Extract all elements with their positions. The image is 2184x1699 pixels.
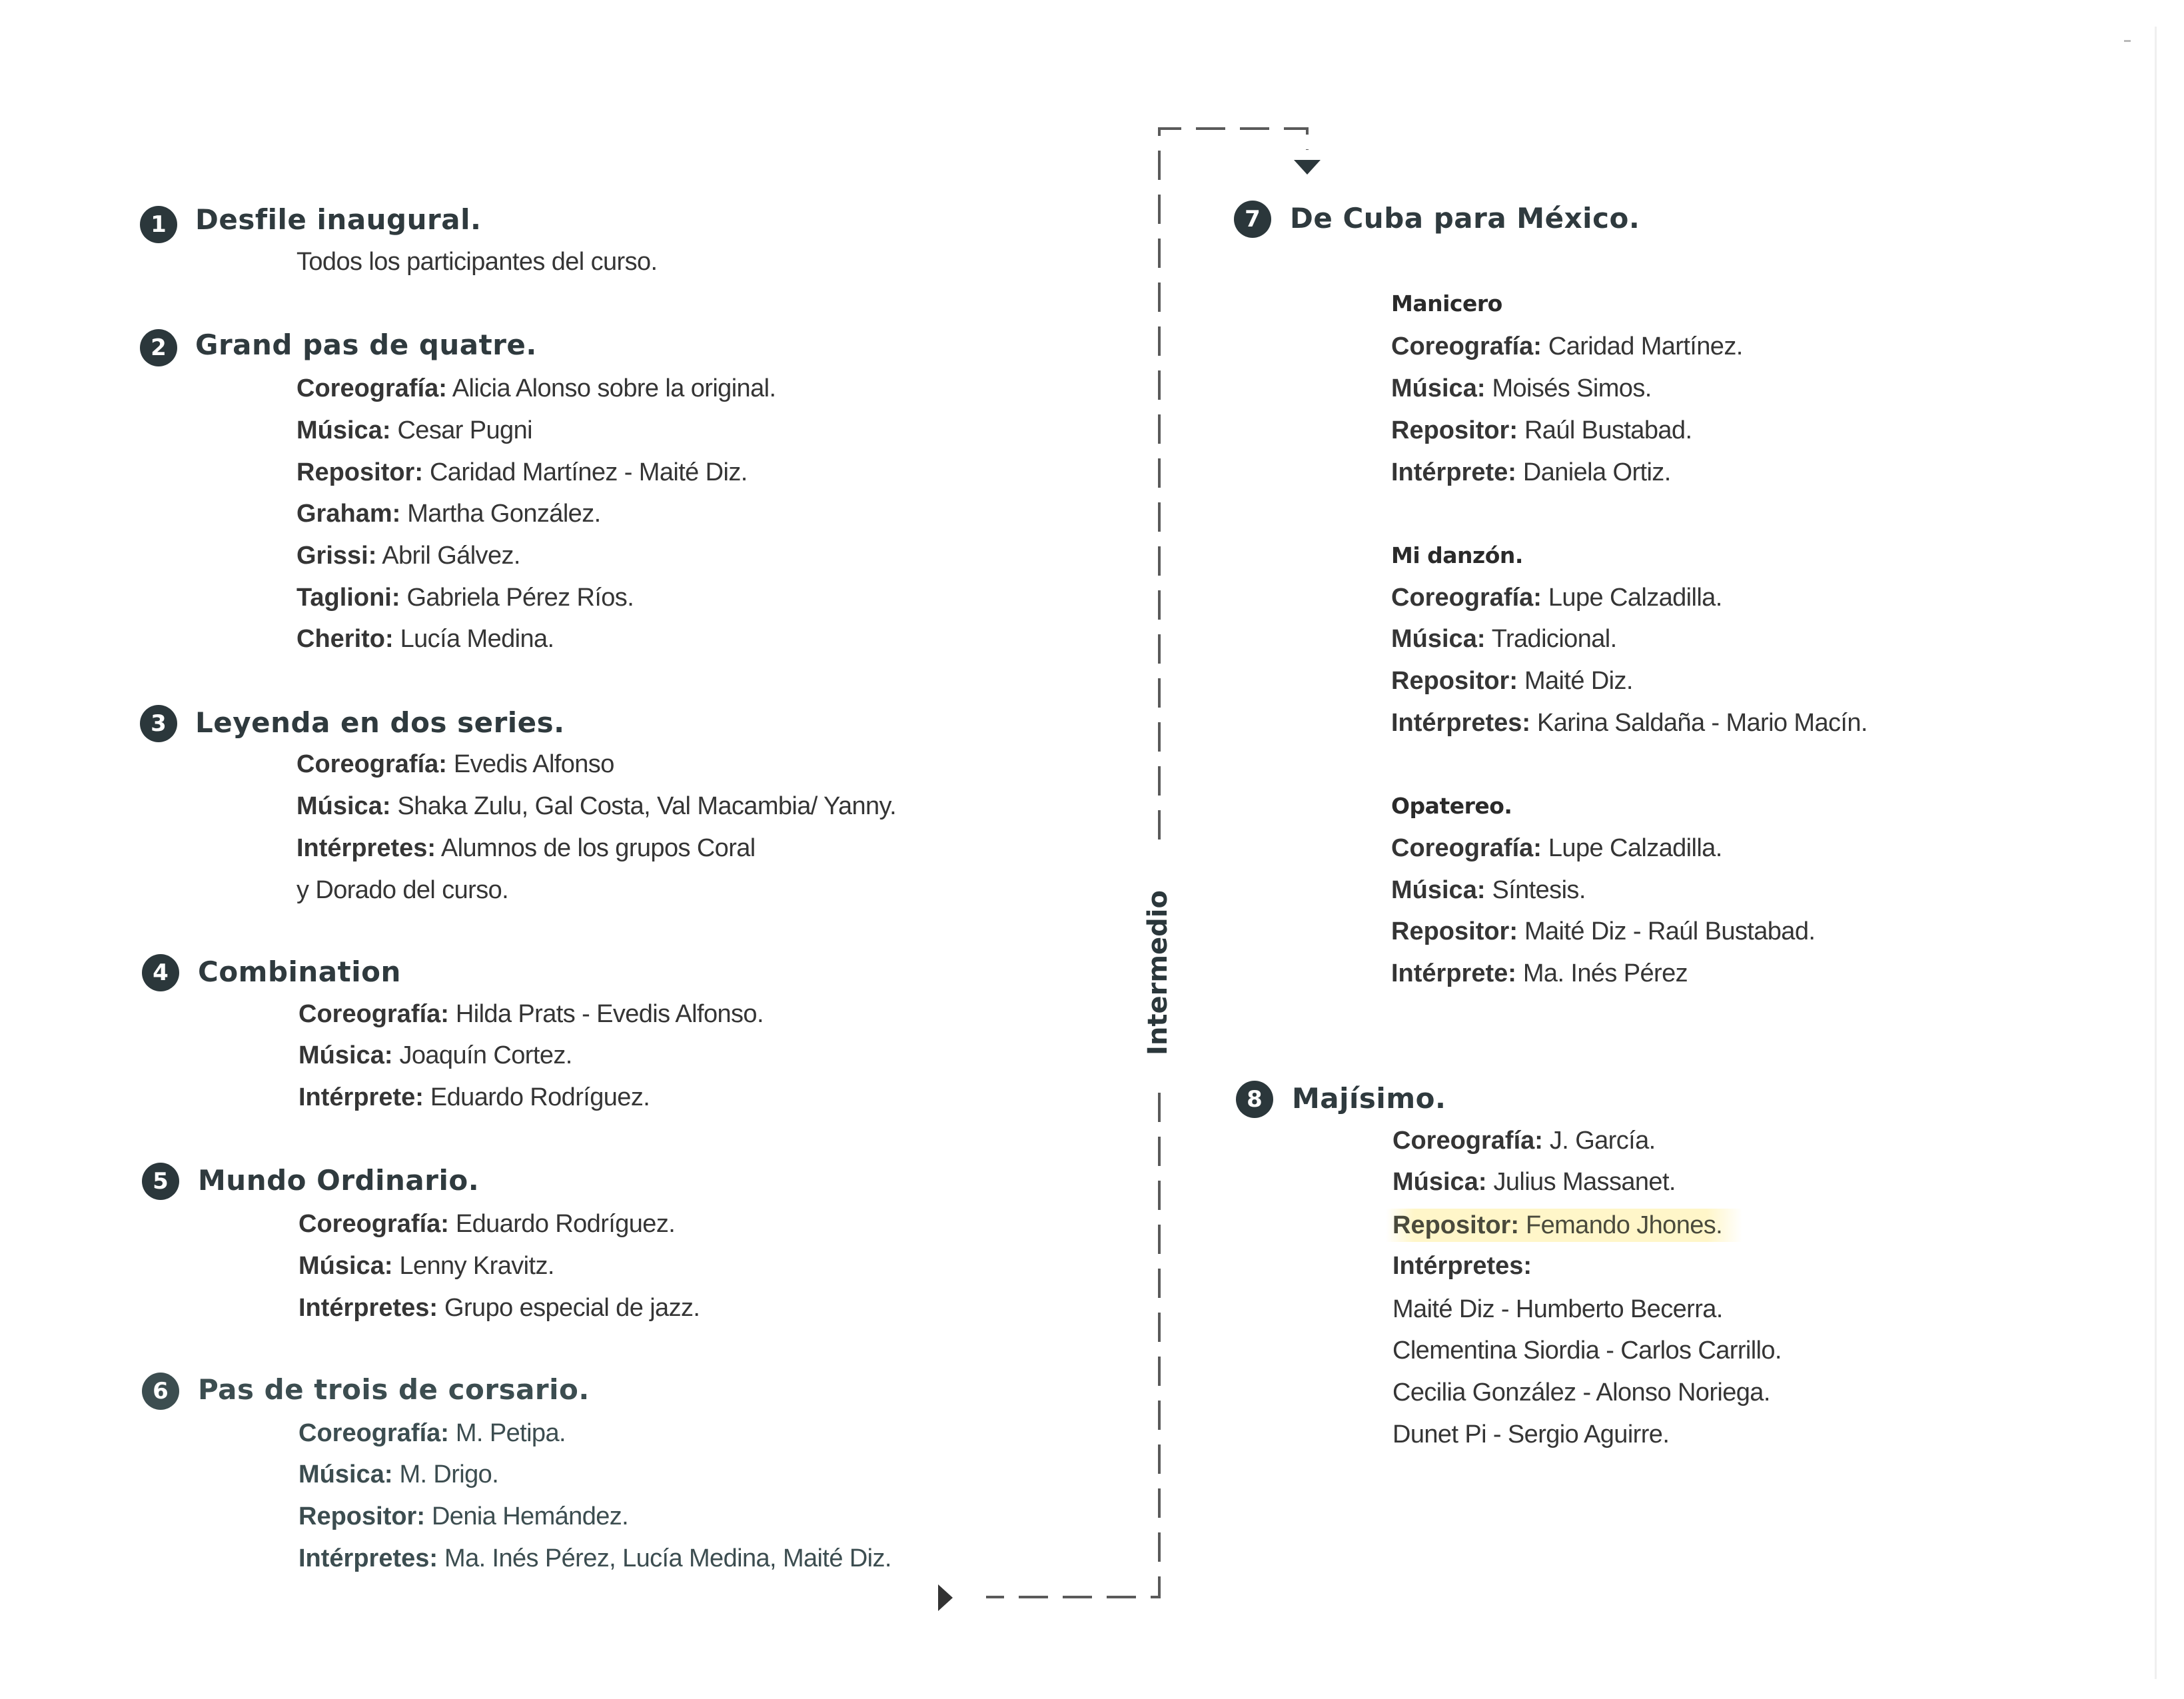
credit-line: Graham: Martha González. [296,500,601,528]
credit-line: Música: Moisés Simos. [1391,374,1652,402]
credit-line: Repositor: Maité Diz - Raúl Bustabad. [1391,917,1816,945]
credit-line: Coreografía: Evedis Alfonso [296,750,614,778]
credit-line: Repositor: Denia Hemández. [298,1502,629,1530]
credit-line: Coreografía: Eduardo Rodríguez. [298,1210,676,1238]
number-badge: 2 [140,329,177,366]
credit-line: Intérprete: Ma. Inés Pérez [1391,959,1688,987]
credit-line: y Dorado del curso. [296,876,509,904]
credit-line: Coreografía: Hilda Prats - Evedis Alfonso. [298,1000,764,1028]
credit-line: Música: Tradicional. [1391,625,1617,653]
credit-line: Intérpretes: Grupo especial de jazz. [298,1294,700,1322]
credit-line: Música: M. Drigo. [298,1460,499,1488]
credit-line: Coreografía: Lupe Calzadilla. [1391,834,1722,862]
number-badge: 6 [142,1373,179,1410]
performer-pair: Clementina Siordia - Carlos Carrillo. [1392,1337,1782,1365]
credit-line: Intérpretes: Karina Saldaña - Mario Macín. [1391,709,1868,737]
triangle-right-icon [938,1584,953,1611]
credit-line: Coreografía: M. Petipa. [298,1419,566,1447]
number-badge: 4 [142,954,179,991]
credit-line: Coreografía: Caridad Martínez. [1391,332,1743,360]
credit-line: Intérpretes: [1392,1252,1532,1280]
credit-line: Coreografía: Alicia Alonso sobre la original. [296,374,776,402]
credit-line: Cherito: Lucía Medina. [296,625,554,653]
credit-line: Repositor: Caridad Martínez - Maité Diz. [296,458,748,486]
number-badge: 1 [140,206,177,243]
item-title: Pas de trois de corsario. [198,1373,590,1406]
intermedio-label: Intermedio [1143,890,1173,1055]
number-badge: 5 [142,1163,179,1200]
credit-line: Música: Cesar Pugni [296,416,532,444]
credit-line: Repositor: Maité Diz. [1391,667,1633,695]
credit-line: Música: Shaka Zulu, Gal Costa, Val Macambia/ Yanny. [296,792,897,820]
number-badge: 7 [1234,201,1271,238]
credit-line: Intérprete: Eduardo Rodríguez. [298,1083,650,1111]
credit-line: Taglioni: Gabriela Pérez Ríos. [296,584,634,612]
credit-line: Música: Síntesis. [1391,876,1586,904]
credit-line: Repositor: Raúl Bustabad. [1391,416,1692,444]
item-title: Majísimo. [1292,1082,1446,1115]
performer-pair: Dunet Pi - Sergio Aguirre. [1392,1420,1670,1448]
piece-subtitle: Opatereo. [1391,793,1512,819]
piece-subtitle: Mi danzón. [1391,542,1523,568]
number-badge: 3 [140,705,177,742]
performer-pair: Maité Diz - Humberto Becerra. [1392,1295,1723,1323]
credit-line: Intérpretes: Ma. Inés Pérez, Lucía Medina, Maité Diz. [298,1544,891,1572]
item-title: Leyenda en dos series. [195,706,565,739]
credit-line-highlighted: Repositor: Femando Jhones. [1386,1209,1742,1242]
credit-line: Intérprete: Daniela Ortiz. [1391,458,1671,486]
triangle-down-icon [1294,160,1321,175]
credit-line: Coreografía: Lupe Calzadilla. [1391,584,1722,612]
item-title: Desfile inaugural. [195,203,482,236]
connector-bottom-line [986,1093,1159,1597]
item-title: Mundo Ordinario. [198,1164,480,1197]
credit-line: Música: Julius Massanet. [1392,1168,1676,1196]
performer-pair: Cecilia González - Alonso Noriega. [1392,1379,1770,1407]
credit-line: Música: Lenny Kravitz. [298,1252,554,1280]
credit-line: Música: Joaquín Cortez. [298,1041,572,1069]
credit-line: Grissi: Abril Gálvez. [296,542,520,570]
number-badge: 8 [1236,1081,1273,1118]
piece-subtitle: Manicero [1391,290,1502,316]
credit-line: Intérpretes: Alumnos de los grupos Coral [296,834,756,862]
item-title: Combination [198,955,401,988]
credit-line: Coreografía: J. García. [1392,1127,1656,1155]
item-title: Grand pas de quatre. [195,328,537,361]
item-title: De Cuba para México. [1290,202,1640,235]
connector-top-line [1159,129,1307,840]
credit-line: Todos los participantes del curso. [296,248,658,276]
